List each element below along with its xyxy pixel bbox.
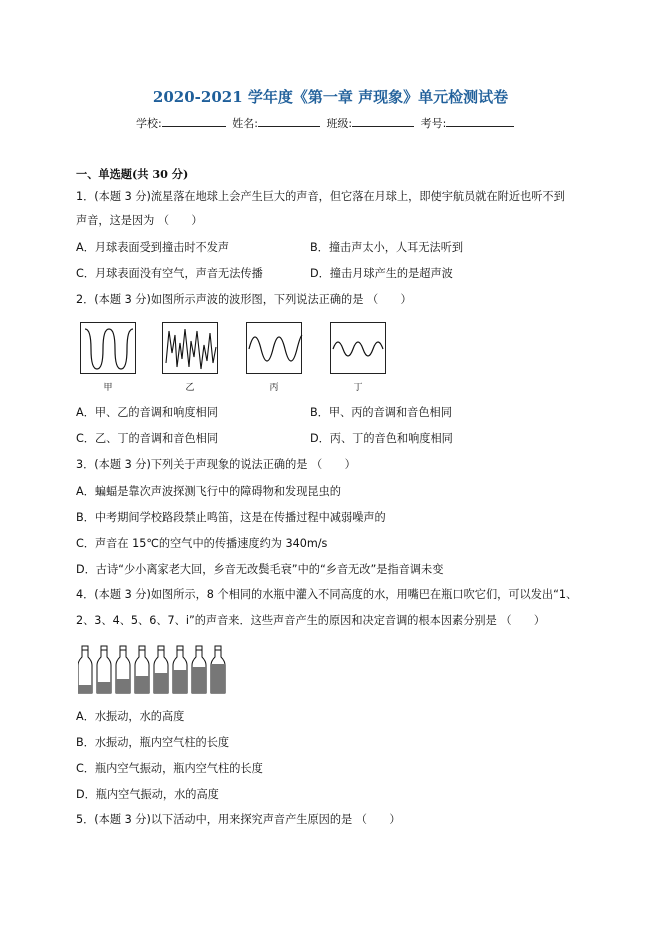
bottle-1: [78, 646, 92, 693]
q2-option-d: D．丙、丁的音色和响度相同: [310, 432, 453, 445]
bottle-4: [135, 646, 149, 693]
bottle-5: [154, 646, 168, 693]
q3-option-b: B．中考期间学校路段禁止鸣笛，这是在传播过程中减弱噪声的: [76, 511, 386, 524]
q1-stem-line2: 声音，这是因为 （ ）: [76, 214, 203, 227]
q1-option-a: A．月球表面受到撞击时不发声: [76, 241, 230, 254]
school-blank[interactable]: [162, 115, 226, 127]
bottle-7: [192, 646, 206, 693]
q2-option-a: A．甲、乙的音调和响度相同: [76, 406, 218, 419]
q2-stem: 2．(本题 3 分)如图所示声波的波形图，下列说法正确的是 （ ）: [76, 293, 412, 306]
q1-option-d: D．撞击月球产生的是超声波: [310, 267, 453, 280]
q4-stem-line1: 4．(本题 3 分)如图所示，8 个相同的水瓶中灌入不同高度的水，用嘴巴在瓶口吹它们，可以发出“1、: [76, 588, 578, 601]
name-label: 姓名:: [232, 117, 258, 130]
waveform-bing: [246, 322, 302, 374]
q1-option-c: C．月球表面没有空气，声音无法传播: [76, 267, 263, 280]
bottle-6: [173, 646, 187, 693]
number-blank[interactable]: [446, 115, 514, 127]
waveform-label-jia: 甲: [103, 383, 113, 393]
q4-stem-line2: 2、3、4、5、6、7、i”的声音来．这些声音产生的原因和决定音调的根本因素分别是 （ ）: [76, 614, 546, 627]
page-title: 2020-2021 学年度《第一章 声现象》单元检测试卷: [152, 88, 509, 106]
q4-option-b: B．水振动，瓶内空气柱的长度: [76, 736, 230, 749]
waveform-label-yi: 乙: [185, 383, 195, 393]
name-blank[interactable]: [258, 115, 320, 127]
q3-stem: 3．(本题 3 分)下列关于声现象的说法正确的是 （ ）: [76, 458, 356, 471]
bottle-8: [211, 646, 225, 693]
waveform-label-ding: 丁: [353, 383, 363, 393]
waveform-label-bing: 丙: [269, 383, 279, 393]
class-blank[interactable]: [352, 115, 414, 127]
bottle-2: [97, 646, 111, 693]
q3-option-d: D．古诗“少小离家老大回，乡音无改鬓毛衰”中的“乡音无改”是指音调未变: [76, 563, 444, 576]
number-label: 考号:: [420, 117, 447, 130]
q3-option-c: C．声音在 15℃的空气中的传播速度约为 340m/s: [76, 537, 328, 550]
section-heading: 一、单选题(共 30 分): [76, 167, 189, 181]
school-label: 学校:: [136, 117, 162, 130]
q4-option-a: A．水振动，水的高度: [76, 710, 185, 723]
bottle-3: [116, 646, 130, 693]
q2-option-b: B．甲、丙的音调和音色相同: [310, 406, 452, 419]
q1-option-b: B．撞击声太小，人耳无法听到: [310, 241, 464, 254]
waveform-yi: [162, 322, 218, 374]
q5-stem: 5．(本题 3 分)以下活动中，用来探究声音产生原因的是 （ ）: [76, 813, 401, 826]
q1-stem-line1: 1．(本题 3 分)流星落在地球上会产生巨大的声音，但它落在月球上，即使宇航员就在附近也听不到: [76, 190, 565, 203]
q3-option-a: A．蝙蝠是靠次声波探测飞行中的障碍物和发现昆虫的: [76, 485, 341, 498]
waveform-ding: [330, 322, 386, 374]
bottles-figure: [78, 645, 230, 695]
student-info-line: [136, 115, 517, 131]
q2-option-c: C．乙、丁的音调和音色相同: [76, 432, 219, 445]
q4-option-c: C．瓶内空气振动，瓶内空气柱的长度: [76, 762, 263, 775]
q4-option-d: D．瓶内空气振动，水的高度: [76, 788, 219, 801]
waveform-jia: [80, 322, 136, 374]
class-label: 班级:: [326, 117, 353, 130]
